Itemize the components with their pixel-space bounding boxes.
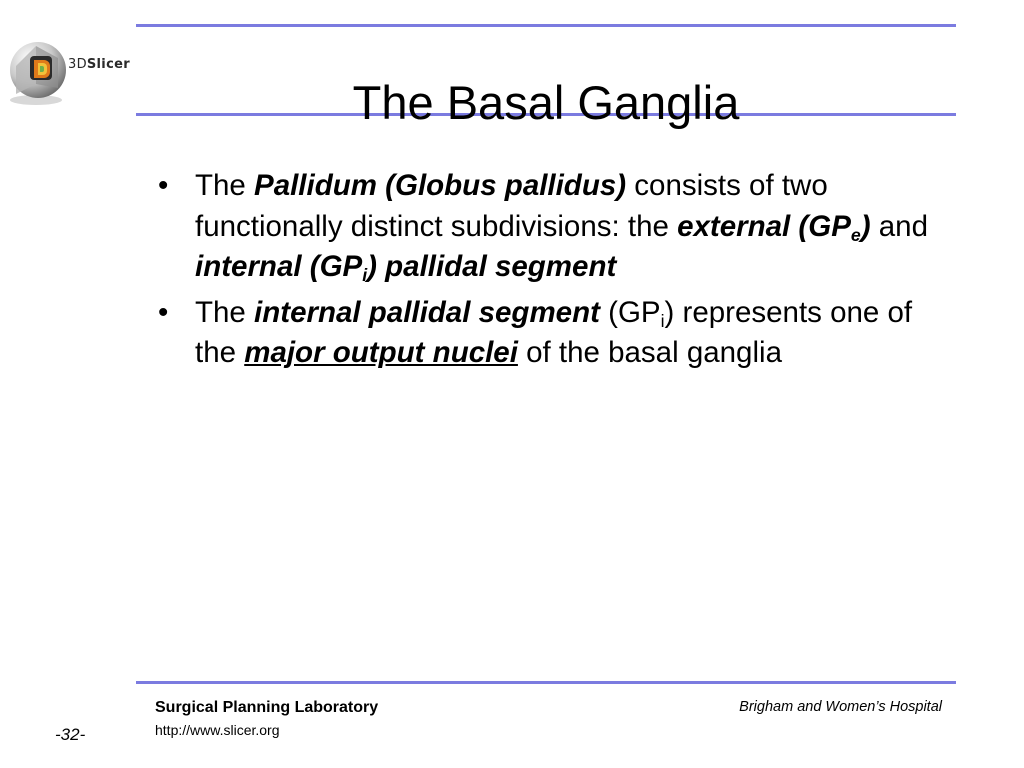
page-title: The Basal Ganglia <box>352 76 740 130</box>
term-internal: internal $(GP_i)$ pallidal segment <box>195 250 617 285</box>
term-major-output-nuclei: major output nuclei <box>244 336 518 369</box>
term-internal-pallidal-segment: internal pallidal segment <box>254 295 600 329</box>
bullet-item: • The Pallidum (Globus pallidus) consists of two functionally distinct subdivisions: the external $(GP_e)$ and internal $(GP_i)$ pallidal segment <box>158 166 938 288</box>
page-number: -32- <box>55 725 86 744</box>
header-rule-top <box>136 24 956 27</box>
bullet-marker: • <box>158 295 169 329</box>
logo-wordmark: 3DSlicer <box>68 57 130 72</box>
bullet-marker: • <box>158 169 169 202</box>
slicer-sphere-icon <box>2 36 72 108</box>
term-external: external $(GP_e)$ <box>677 209 871 245</box>
bullet-item: • The internal pallidal segment $(GP_i)$ represents one of the major output nuclei of the basal ganglia <box>158 293 938 374</box>
footer-rule <box>136 681 956 684</box>
term-pallidum: Pallidum (Globus pallidus) <box>254 169 627 202</box>
slicer-logo <box>2 36 138 108</box>
footer-lab-name: Surgical Planning Laboratory <box>155 699 379 716</box>
footer-url: http://www.slicer.org <box>155 722 280 738</box>
footer-hospital: Brigham and Women’s Hospital <box>739 699 942 715</box>
bullet-list <box>158 166 938 379</box>
